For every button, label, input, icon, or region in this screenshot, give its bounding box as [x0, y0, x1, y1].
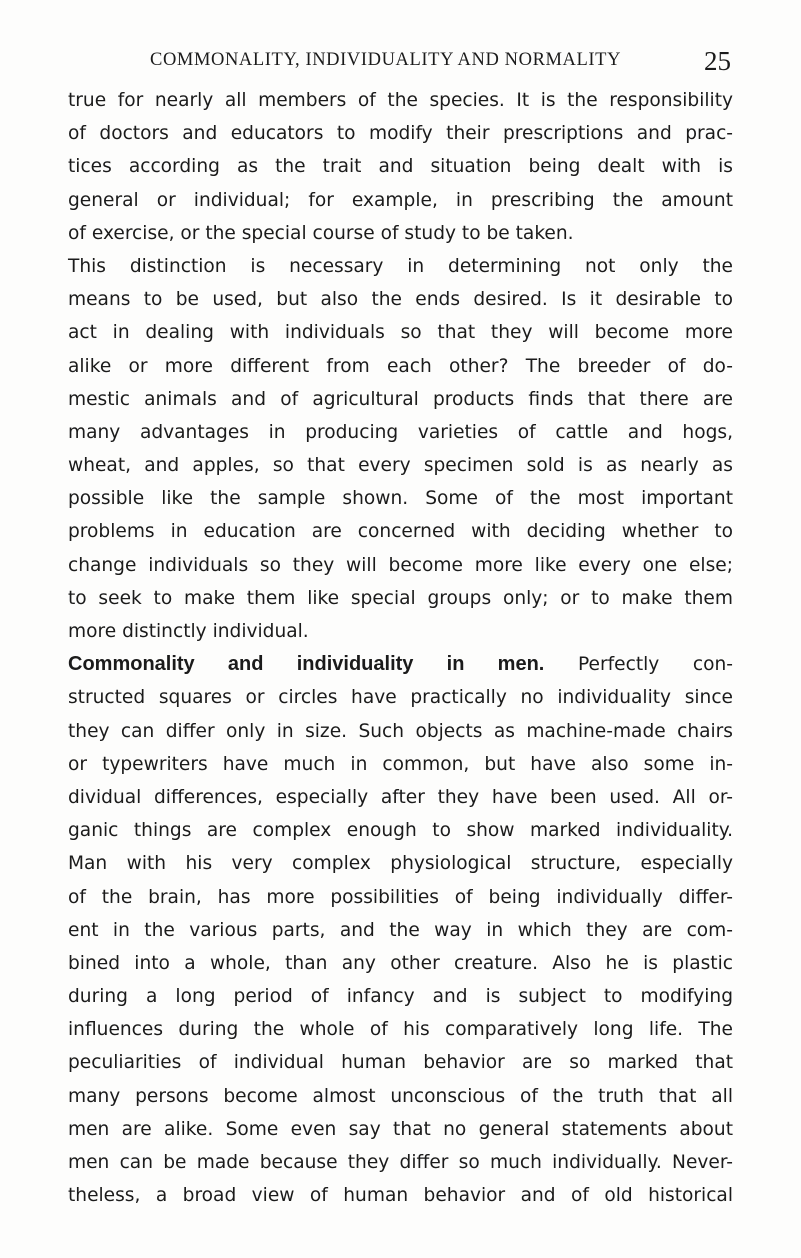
- text-line: of the brain, has more possibilities of being individually differ-: [68, 886, 733, 908]
- running-header: [68, 46, 733, 76]
- text-line: of doctors and educators to modify their prescriptions and prac-: [68, 123, 733, 145]
- text-line: tices according as the trait and situation being dealt with is: [68, 156, 733, 178]
- text-line: more distinctly individual.: [68, 621, 309, 642]
- text-line: peculiarities of individual human behavior are so marked that: [68, 1052, 733, 1074]
- text-line: ent in the various parts, and the way in which they are com-: [68, 919, 733, 941]
- text-line: Man with his very complex physiological structure, especially: [68, 853, 733, 875]
- text-line: general or individual; for example, in prescribing the amount: [68, 189, 733, 211]
- text-line: true for nearly all members of the species. It is the responsibility: [68, 90, 733, 111]
- text-line: act in dealing with individuals so that they will become more: [68, 322, 733, 344]
- text-line: during a long period of infancy and is subject to modifying: [68, 986, 733, 1008]
- text-line: structed squares or circles have practically no individuality since: [68, 687, 733, 709]
- text-line: theless, a broad view of human behavior and of old historical: [68, 1185, 733, 1207]
- text-line: bined into a whole, than any other creature. Also he is plastic: [68, 952, 733, 974]
- running-title: COMMONALITY, INDIVIDUALITY AND NORMALITY: [150, 50, 622, 70]
- text-line: men are alike. Some even say that no general statements about: [68, 1118, 733, 1140]
- page-number: 25: [704, 46, 731, 76]
- text-line: many advantages in producing varieties of cattle and hogs,: [68, 421, 733, 443]
- section-heading: Commonality and individuality in men.: [68, 653, 545, 676]
- text-line: change individuals so they will become more like every one else;: [68, 554, 733, 576]
- text-line: means to be used, but also the ends desired. Is it desirable to: [68, 289, 733, 311]
- text-line: of exercise, or the special course of study to be taken.: [68, 222, 574, 244]
- section-first-line-text: Perfectly con-: [577, 654, 733, 676]
- text-line: possible like the sample shown. Some of the most important: [68, 488, 733, 510]
- section-heading-line: [68, 648, 733, 681]
- text-line: dividual differences, especially after they have been used. All or-: [68, 786, 733, 808]
- text-line: they can differ only in size. Such objects as machine-made chairs: [68, 720, 733, 742]
- text-line: alike or more different from each other? The breeder of do-: [68, 355, 733, 377]
- text-line: men can be made because they differ so much individually. Never-: [68, 1152, 733, 1173]
- text-line: problems in education are concerned with deciding whether to: [68, 521, 733, 543]
- text-line: influences during the whole of his comparatively long life. The: [68, 1019, 733, 1041]
- text-line: mestic animals and of agricultural products finds that there are: [68, 388, 733, 410]
- text-line: or typewriters have much in common, but have also some in-: [68, 753, 733, 775]
- text-line: This distinction is necessary in determining not only the: [68, 255, 733, 277]
- text-line: ganic things are complex enough to show marked individuality.: [68, 820, 733, 842]
- text-line: many persons become almost unconscious of the truth that all: [68, 1085, 733, 1107]
- body-text: [68, 84, 733, 1212]
- text-line: wheat, and apples, so that every specimen sold is as nearly as: [68, 455, 733, 477]
- text-line: to seek to make them like special groups only; or to make them: [68, 587, 733, 609]
